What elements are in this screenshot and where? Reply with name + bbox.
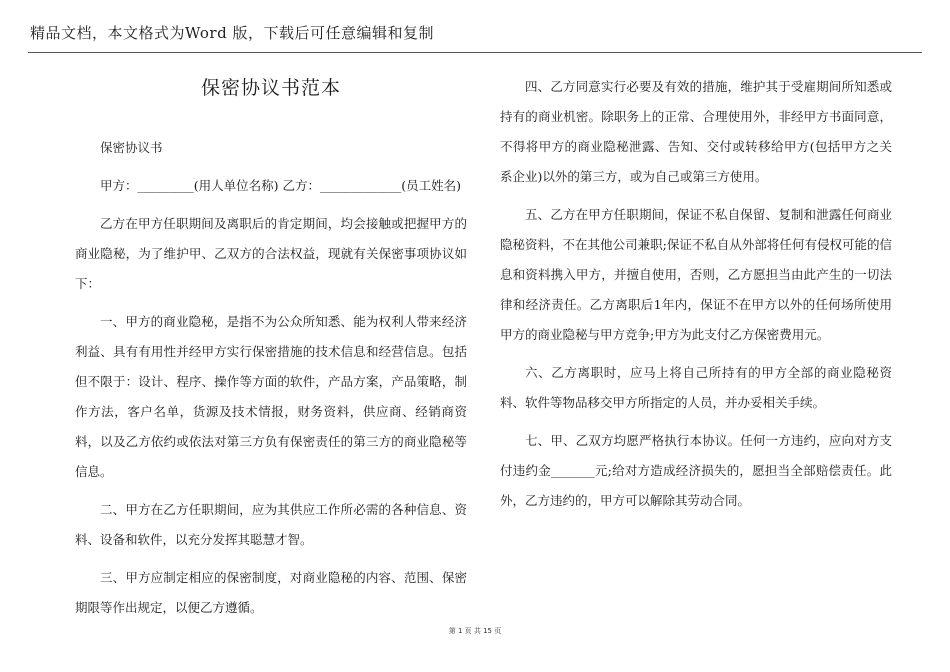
paragraph-parties: 甲方：_________(用人单位名称) 乙方：_____________(员工姓名) — [100, 178, 461, 193]
paragraph-clause-5: 五、乙方在甲方任职期间，保证不私自保留、复制和泄露任何商业隐秘资料，不在其他公司兼职;保证不私自从外部将任何有侵权可能的信息和资料携入甲方，并擅自使用，否则，乙方愿担当由此产生的一切法律和经济责任。乙方离职后1年内，保证不在甲方以外的任何场所使用甲方的商业隐秘与甲方竞争;甲方为此支付乙方保密费用元。 — [500, 207, 892, 342]
paragraph-clause-7: 七、甲、乙双方均愿严格执行本协议。任何一方违约，应向对方支付违约金_______元;给对方造成经济损失的，愿担当全部赔偿责任。此外，乙方违约的，甲方可以解除其劳动合同。 — [500, 433, 892, 508]
document-banner: 精品文档，本文格式为Word 版，下载后可任意编辑和复制 — [30, 24, 434, 42]
right-column — [500, 60, 892, 620]
banner-divider — [28, 52, 922, 53]
left-column — [75, 60, 467, 620]
paragraph-preamble: 乙方在甲方任职期间及离职后的肯定期间，均会接触或把握甲方的商业隐秘，为了维护甲、乙双方的合法权益，现就有关保密事项协议如下： — [75, 216, 467, 291]
paragraph-clause-4: 四、乙方同意实行必要及有效的措施，维护其于受雇期间所知悉或持有的商业机密。除职务上的正常、合理使用外，非经甲方书面同意，不得将甲方的商业隐秘泄露、告知、交付或转移给甲方(包括甲方之关系企业)以外的第三方，或为自己或第三方使用。 — [500, 79, 892, 184]
paragraph-clause-2: 二、甲方在乙方任职期间，应为其供应工作所必需的各种信息、资料、设备和软件，以充分发挥其聪慧才智。 — [75, 502, 467, 547]
paragraph-clause-3: 三、甲方应制定相应的保密制度，对商业隐秘的内容、范围、保密期限等作出规定，以便乙方遵循。 — [75, 570, 467, 615]
document-title: 保密协议书范本 — [200, 77, 341, 99]
paragraph-clause-1: 一、甲方的商业隐秘，是指不为公众所知悉、能为权利人带来经济利益、具有有用性并经甲方实行保密措施的技术信息和经营信息。包括但不限于：设计、程序、操作等方面的软件，产品方案，产品策略，制作方法，客户名单，货源及技术情报，财务资料，供应商、经销商资料，以及乙方依约或依法对第三方负有保密责任的第三方的商业隐秘等信息。 — [75, 314, 467, 479]
document-heading: 保密协议书 — [100, 140, 163, 155]
page-number: 第 1 页 共 15 页 — [448, 627, 502, 635]
paragraph-clause-6: 六、乙方离职时，应马上将自己所持有的甲方全部的商业隐秘资料、软件等物品移交甲方所指定的人员，并办妥相关手续。 — [500, 365, 892, 410]
